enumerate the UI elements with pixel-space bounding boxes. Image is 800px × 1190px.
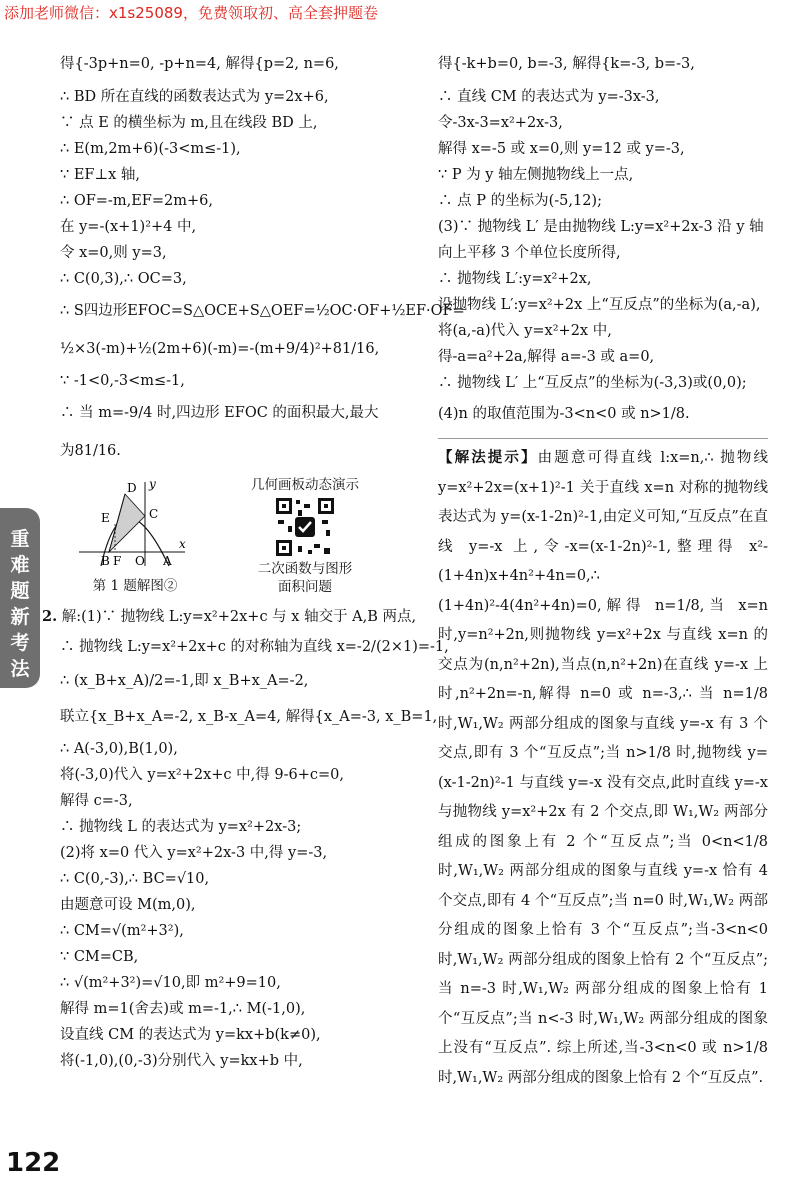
- label-y: y: [149, 477, 156, 491]
- text-line: (3)∵ 抛物线 L′ 是由抛物线 L:y=x²+2x-3 沿 y 轴: [438, 219, 764, 235]
- label-d: D: [127, 481, 137, 495]
- text-line: 在 y=-(x+1)²+4 中,: [60, 219, 197, 235]
- text-line: 解得 x=-5 或 x=0,则 y=12 或 y=-3,: [438, 141, 685, 157]
- label-f: F: [113, 554, 122, 568]
- label-o: O: [135, 554, 145, 568]
- text-line: (2)将 x=0 代入 y=x²+2x-3 中,得 y=-3,: [60, 845, 328, 861]
- text-line: ½×3(-m)+½(2m+6)(-m)=-(m+9/4)²+81/16,: [60, 341, 380, 357]
- text-line: ∵ P 为 y 轴左侧抛物线上一点,: [438, 167, 634, 183]
- text-line: 联立{x_B+x_A=-2, x_B-x_A=4, 解得{x_A=-3, x_B=1,: [60, 709, 438, 725]
- text-line: 解得 c=-3,: [60, 793, 133, 809]
- side-tab-char: 法: [10, 658, 30, 680]
- text-line: ∴ 抛物线 L′:y=x²+2x,: [438, 271, 592, 287]
- qr-title: 几何画板动态演示: [251, 477, 359, 493]
- text-line: ∴ C(0,-3),∴ BC=√10,: [60, 871, 210, 887]
- text-line: ∴ S四边形EFOC=S△OCE+S△OEF=½OC·OF+½EF·OF=: [60, 303, 465, 319]
- text-line: 解得 m=1(舍去)或 m=-1,∴ M(-1,0),: [60, 1001, 306, 1017]
- qr-caption: 二次函数与图形: [257, 561, 353, 577]
- label-c: C: [149, 507, 159, 521]
- text-line: ∴ 抛物线 L:y=x²+2x+c 的对称轴为直线 x=-2/(2×1)=-1,: [60, 639, 449, 655]
- text-line: 令 x=0,则 y=3,: [60, 245, 167, 261]
- q2-first-line: [42, 604, 417, 630]
- side-tab-char: 重: [10, 528, 30, 550]
- text-line: ∴ 抛物线 L 的表达式为 y=x²+2x-3;: [60, 819, 302, 835]
- figure-caption: 第 1 题解图②: [92, 578, 178, 594]
- solution-figure: [60, 476, 210, 595]
- text-line: 为81/16.: [60, 443, 121, 459]
- left-column: [42, 44, 465, 1074]
- text-line: 解:(1)∵ 抛物线 L:y=x²+2x+c 与 x 轴交于 A,B 两点,: [61, 609, 417, 625]
- text-line: 得{-3p+n=0, -p+n=4, 解得{p=2, n=6,: [60, 56, 339, 72]
- text-line: 由题意可设 M(m,0),: [60, 897, 196, 913]
- qr-code-icon[interactable]: [274, 496, 336, 558]
- page-number: 122: [6, 1148, 61, 1178]
- text-line: 将(-1,0),(0,-3)分别代入 y=kx+b 中,: [60, 1053, 303, 1069]
- text-line: ∴ CM=√(m²+3²),: [60, 923, 184, 939]
- side-tab-char: 新: [10, 606, 30, 628]
- question-number: 2.: [42, 608, 58, 625]
- tip-text: 由题意可得直线 l:x=n,∴ 抛物线 y=x²+2x=(x+1)²-1 关于直线 x=n 对称的抛物线表达式为 y=(x-1-2n)²-1,由定义可知,“互反点”在直线 y=-x 上,令-x=(x-1-2n)²-1,整理得 x²-(1+4n)x+4n²+4n=0,∴ (1+4n)²-4(4n²+4n)=0,解得 n=1/8,当 x=n 时,y=n²+2n,则抛物线 y=x²+2x 与直线 x=n 的交点为(n,n²+2n),当点(n,n²+2n)在直线 y=-x 上时,n²+2n=-n,解得 n=0 或 n=-3,∴ 当 n=1/8 时,W₁,W₂ 两部分组成的图象与直线 y=-x 有 3 个交点,即有 3 个“互反点”;当 n>1/8 时,抛物线 y=(x-1-2n)²-1 与直线 y=-x 没有交点,此时直线 y=-x 与抛物线 y=x²+2x 有 2 个交点,即 W₁,W₂ 两部分组成的图象上有 2 个“互反点”;当 0<n<1/8 时,W₁,W₂ 两部分组成的图象与直线 y=-x 恰有 4 个交点,即有 4 个“互反点”;当 n=0 时,W₁,W₂ 两部分组成的图象上恰有 3 个“互反点”;当-3<n<0 时,W₁,W₂ 两部分组成的图象上恰有 2 个“互反点”;当 n=-3 时,W₁,W₂ 两部分组成的图象上恰有 1 个“互反点”;当 n<-3 时,W₁,W₂ 两部分组成的图象上没有“互反点”. 综上所述,当-3<n<0 或 n>1/8 时,W₁,W₂ 两部分组成的图象上恰有 2 个“互反点”.: [438, 450, 768, 1086]
- text-line: ∴ 点 P 的坐标为(-5,12);: [438, 193, 602, 209]
- text-line: ∵ EF⊥x 轴,: [60, 167, 141, 183]
- text-line: ∴ OF=-m,EF=2m+6,: [60, 193, 213, 209]
- text-line: 得{-k+b=0, b=-3, 解得{k=-3, b=-3,: [438, 56, 695, 72]
- text-line: ∴ BD 所在直线的函数表达式为 y=2x+6,: [60, 89, 329, 105]
- side-tab-char: 题: [10, 580, 30, 602]
- text-line: 设直线 CM 的表达式为 y=kx+b(k≠0),: [60, 1027, 321, 1043]
- text-line: ∴ C(0,3),∴ OC=3,: [60, 271, 187, 287]
- text-line: 设抛物线 L′:y=x²+2x 上“互反点”的坐标为(a,-a),: [438, 297, 761, 313]
- text-line: 令-3x-3=x²+2x-3,: [438, 115, 563, 131]
- text-line: ∴ 抛物线 L′ 上“互反点”的坐标为(-3,3)或(0,0);: [438, 375, 747, 391]
- text-line: ∴ (x_B+x_A)/2=-1,即 x_B+x_A=-2,: [60, 673, 309, 689]
- text-line: 将(a,-a)代入 y=x²+2x 中,: [438, 323, 612, 339]
- quad-region: [109, 494, 145, 552]
- text-line: ∴ 直线 CM 的表达式为 y=-3x-3,: [438, 89, 660, 105]
- tip-label: 【解法提示】: [438, 449, 538, 466]
- header-banner: 添加老师微信：x1s25089，免费领取初、高全套押题卷: [4, 4, 378, 22]
- text-line: 向上平移 3 个单位长度所得,: [438, 245, 621, 261]
- label-e: E: [101, 511, 110, 525]
- text-line: ∵ CM=CB,: [60, 949, 139, 965]
- figure-row: [60, 476, 398, 596]
- side-tab-char: 难: [10, 554, 30, 576]
- label-x: x: [179, 537, 186, 551]
- divider: [438, 438, 768, 439]
- label-a: A: [163, 554, 172, 568]
- label-b: B: [101, 554, 110, 568]
- text-line: ∴ √(m²+3²)=√10,即 m²+9=10,: [60, 975, 281, 991]
- text-line: ∴ A(-3,0),B(1,0),: [60, 741, 178, 757]
- text-line: ∴ 当 m=-9/4 时,四边形 EFOC 的面积最大,最大: [60, 405, 379, 421]
- text-line: ∵ -1<0,-3<m≤-1,: [60, 373, 185, 389]
- qr-block: [230, 476, 380, 596]
- tip-paragraph: [438, 443, 768, 1093]
- text-line: 将(-3,0)代入 y=x²+2x+c 中,得 9-6+c=0,: [60, 767, 344, 783]
- text-line: ∵ 点 E 的横坐标为 m,且在线段 BD 上,: [60, 115, 318, 131]
- side-tab-char: 考: [10, 632, 30, 654]
- text-line: ∴ E(m,2m+6)(-3<m≤-1),: [60, 141, 241, 157]
- text-line: (4)n 的取值范围为-3<n<0 或 n>1/8.: [438, 406, 690, 422]
- right-column: [438, 44, 768, 1093]
- side-tab: [0, 508, 40, 688]
- qr-caption: 面积问题: [278, 579, 332, 595]
- text-line: 得-a=a²+2a,解得 a=-3 或 a=0,: [438, 349, 655, 365]
- parabola-figure: [75, 476, 195, 568]
